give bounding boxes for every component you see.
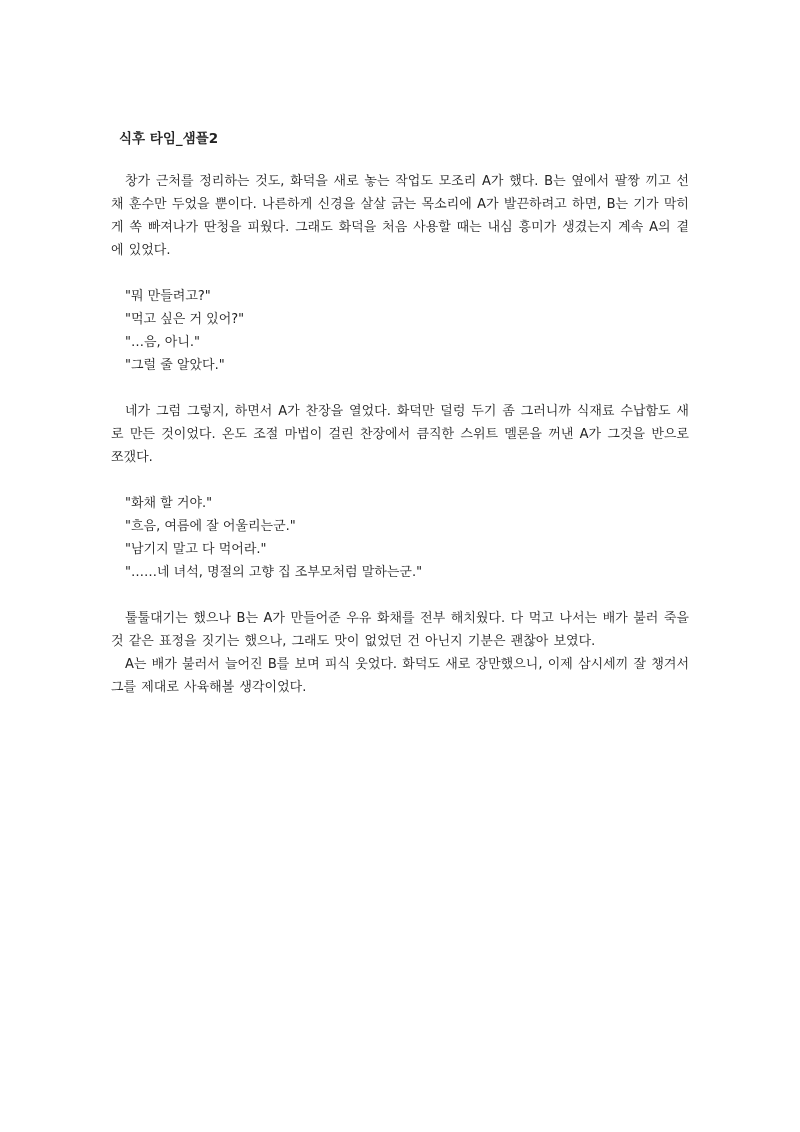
dialogue-line: "…음, 아니.": [125, 335, 201, 350]
paragraph-gap: [111, 262, 689, 285]
paragraph-3: 툴툴대기는 했으나 B는 A가 만들어준 우유 화채를 전부 해치웠다. 다 먹고 나서는 배가 불러 죽을 것 같은 표정을 짓기는 했으나, 그래도 맛이 없었던 건 아닌지 기분은 괜찮아 보였다.: [111, 611, 689, 649]
dialogue-line: "화채 할 거야.": [125, 496, 213, 511]
dialogue-line: "그럴 줄 알았다.": [125, 358, 225, 373]
document-body: [111, 128, 689, 699]
dialogue-line: "남기지 말고 다 먹어라.": [125, 542, 267, 557]
dialogue-line: "흐음, 여름에 잘 어울리는군.": [125, 519, 296, 534]
dialogue-line: "……네 녀석, 명절의 고향 집 조부모처럼 말하는군.": [125, 565, 423, 580]
paragraph-gap: [111, 377, 689, 400]
dialogue-line: "뭐 만들려고?": [125, 289, 211, 304]
document-title: 식후 타임_샘플2: [119, 131, 219, 147]
paragraph-gap: [111, 584, 689, 607]
paragraph-2: 네가 그럼 그렇지, 하면서 A가 찬장을 열었다. 화덕만 덜렁 두기 좀 그러니까 식재료 수납함도 새로 만든 것이었다. 온도 조절 마법이 걸린 찬장에서 큼직한 스위트 멜론을 꺼낸 A가 그것을 반으로 쪼갰다.: [111, 404, 689, 465]
title-spacer: [111, 150, 689, 170]
paragraph-gap: [111, 469, 689, 492]
dialogue-line: "먹고 싶은 거 있어?": [125, 312, 245, 327]
paragraph-4: A는 배가 불러서 늘어진 B를 보며 피식 웃었다. 화덕도 새로 장만했으니, 이제 삼시세끼 잘 챙겨서 그를 제대로 사육해볼 생각이었다.: [111, 657, 689, 695]
paragraph-1: 창가 근처를 정리하는 것도, 화덕을 새로 놓는 작업도 모조리 A가 했다. B는 옆에서 팔짱 끼고 선 채 훈수만 두었을 뿐이다. 나른하게 신경을 살살 긁는 목소리에 A가 발끈하려고 하면, B는 기가 막히게 쏙 빠져나가 딴청을 피웠다. 그래도 화덕을 처음 사용할 때는 내심 흥미가 생겼는지 계속 A의 곁에 있었다.: [111, 174, 689, 258]
